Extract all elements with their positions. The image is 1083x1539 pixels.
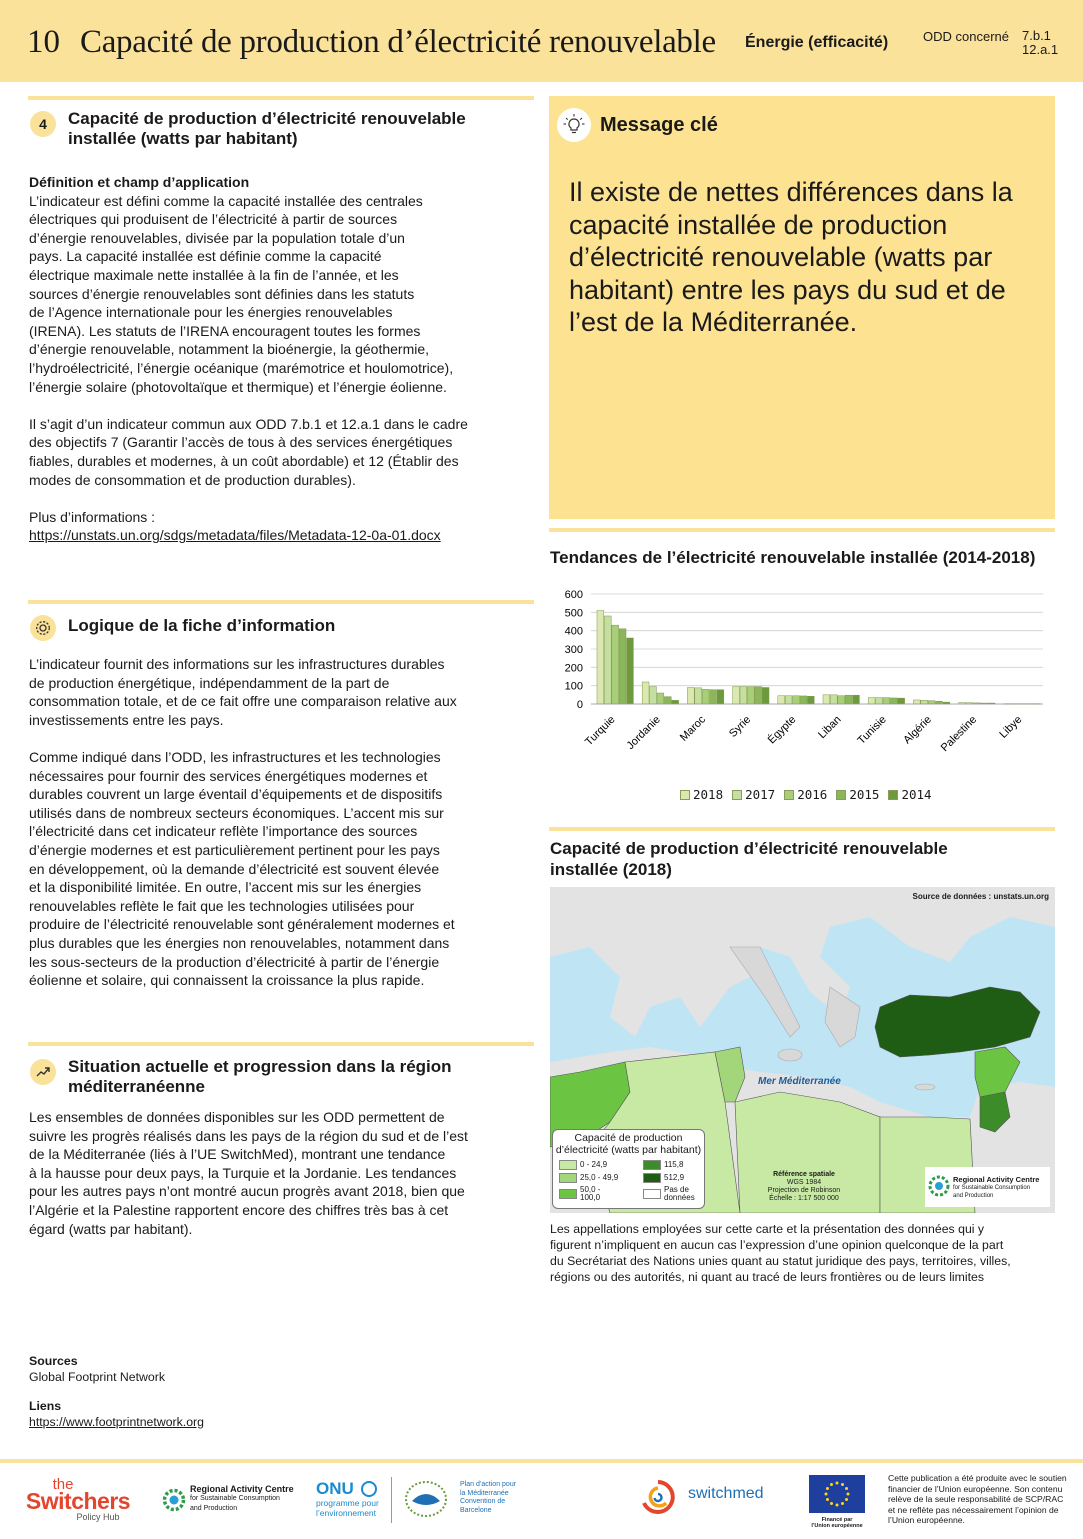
metadata-link[interactable]: https://unstats.un.org/sdgs/metadata/files/Metadata-12-0a-01.docx [29,527,441,544]
sources-heading: Sources [29,1354,78,1368]
map-legend-label: 0 - 24,9 [580,1160,608,1169]
map-legend-label: 115,8 [664,1160,684,1169]
logic-line: éolienne et solaire, qui connaissent la croissance la plus rapide. [29,972,425,989]
footprint-link[interactable]: https://www.footprintnetwork.org [29,1414,204,1429]
logic-line: investissements entre les pays. [29,711,224,728]
definition-line: pays. La capacité installée est définie comme la capacité [29,248,382,265]
map-legend-swatch [559,1160,577,1170]
map-legend-title-line: d’électricité (watts par habitant) [555,1144,702,1156]
bar-2017 [876,698,883,704]
bar-2018 [868,698,875,704]
lightbulb-icon [557,108,591,142]
sources-text: Global Footprint Network [29,1369,166,1384]
eu-funded-label [809,1517,865,1529]
legend-swatch [784,790,794,800]
odd-label: ODD concerné [923,29,1009,44]
logic-line: de production énergétique, indépendamment de la part de [29,674,390,691]
definition-line: électriques qui produisent de l’électricité à partir de sources [29,211,398,228]
eu-star [836,1482,839,1485]
common-indicator-line: modes de consommation et de production durables). [29,471,356,488]
definition-line: électrique maximale nette installée à la fin de l’année, et les [29,266,399,283]
eu-star [836,1504,839,1507]
map-rac-text [953,1176,1039,1200]
bar-2018 [778,696,785,704]
bar-2015 [936,701,943,704]
map-title-line: installée (2018) [550,860,672,879]
barcelona-line: Convention de [460,1498,506,1505]
switchers-logo-text: Policy Hub [76,1512,120,1522]
common-indicator-line: des objectifs 7 (Garantir l’accès de tous à des services énergétiques [29,434,453,451]
key-message-box [549,96,1055,519]
trend-up-icon [30,1059,56,1085]
links-heading: Liens [29,1399,62,1413]
legend-swatch [888,790,898,800]
barcelona-line: Barcelone [460,1506,492,1514]
situation-line: égard (watts par habitant). [29,1220,193,1237]
bar-2014 [717,690,724,704]
bar-2017 [785,696,792,704]
onu-logo-text: l’environnement [316,1508,377,1518]
eu-star [830,1483,833,1486]
switchers-logo-text: Switchers [25,1488,131,1514]
logic-line: consommation totale, et de ce fait offre une comparaison relative aux [29,693,457,710]
situation-line: l’Algérie et la Palestine rapportent encore des chiffres très bas à cet [29,1201,449,1218]
bar-2016 [883,698,890,704]
map-legend-item [559,1160,620,1170]
spatial-reference-title: Référence spatiale [773,1171,835,1178]
legend-item [836,787,879,802]
footer-divider [0,1459,1083,1463]
footer [0,1459,1083,1539]
logic-paragraph [29,748,534,990]
indicator-title-line: Capacité de production d’électricité renouvelable [68,109,466,128]
rac-gear-icon [162,1483,186,1517]
map-title [550,838,948,880]
logic-paragraph [29,655,534,729]
common-indicator-line: Il s’agit d’un indicateur commun aux ODD 7.b.1 et 12.a.1 dans le cadre [29,415,468,432]
key-message-title: Message clé [600,114,718,136]
bar-2018 [733,687,740,704]
common-indicator-text [29,415,534,489]
x-tick-label: Liban [816,713,844,742]
y-tick-label: 300 [564,644,583,656]
map-legend-swatch [643,1189,661,1199]
bar-2016 [747,687,754,704]
logic-title: Logique de la fiche d’information [68,616,336,635]
barcelona-line: Plan d’action pour [460,1481,517,1488]
bar-2015 [664,697,671,704]
definition-line: l’hydroélectricité, l’énergie océanique (marémotrice et houlomotrice), [29,359,454,376]
onu-emblem-icon [361,1481,377,1497]
definition-line: sources d’énergie renouvelables sont définies dans les statuts [29,285,415,302]
map-legend-item [643,1160,704,1170]
bar-2016 [702,689,709,704]
x-tick-label: Libye [997,713,1025,741]
legend-item [784,787,827,802]
switchers-logo [18,1477,138,1525]
bar-2017 [921,700,928,704]
eu-star [845,1487,848,1490]
definition-line: d’énergie renouvelables, divisée par la population totale d’un [29,229,405,246]
eu-star [841,1483,844,1486]
rac-logo-text: for Sustainable Consumption [190,1495,280,1502]
section-divider [28,1042,534,1046]
map-legend-item [559,1173,620,1183]
logic-line: et la disponibilité limitée. En outre, l’accent mis sur les énergies [29,879,422,896]
logic-line: L’indicateur fournit des informations sur les infrastructures durables [29,656,445,672]
bar-2016 [838,696,845,704]
rac-gear-icon [928,1171,950,1201]
x-tick-label: Syrie [727,713,754,740]
y-tick-label: 200 [564,662,583,675]
odd-code: 7.b.1 [1022,28,1051,43]
y-tick-label: 0 [576,699,583,711]
map-rac-name: Regional Activity Centre [953,1175,1040,1184]
map-legend-swatch [559,1189,577,1199]
map-legend-title [553,1132,704,1156]
logic-line: d’énergie modernes et est particulièrement pertinent pour les pays [29,841,440,858]
eu-star [841,1502,844,1505]
definition-line: d’énergie renouvelable, notamment la bioénergie, la géothermie, [29,341,430,358]
indicator-number-badge: 4 [30,111,56,137]
map-legend-item [643,1186,704,1202]
map-disclaimer [550,1221,1055,1285]
x-tick-label: Tunisie [855,713,889,747]
logic-line: utilisés dans de nombreux secteurs économiques. L’accent mis sur [29,804,444,821]
gear-icon [30,615,56,641]
bar-2017 [830,695,837,704]
situation-title-line: Situation actuelle et progression dans la région [68,1057,452,1076]
map-disclaimer-line: du Secrétariat des Nations unies quant au statut juridique des pays, territoires, villes, [550,1254,1011,1268]
rac-logo [190,1484,294,1514]
legend-swatch [836,790,846,800]
bar-2016 [928,701,935,704]
definition-line: de l’Agence internationale pour les énergies renouvelables [29,304,393,321]
logic-heading [30,613,335,641]
bar-2014 [762,688,769,705]
map-rac-sub: and Production [953,1193,994,1199]
bar-2014 [898,698,905,704]
bar-2014 [807,696,814,704]
map-legend-label: 50,0 - 100,0 [580,1185,601,1202]
map-legend-swatch [643,1160,661,1170]
bar-2015 [619,629,626,704]
map-title-line: Capacité de production d’électricité renouvelable [550,839,948,858]
bar-2017 [650,687,657,704]
legend-swatch [732,790,742,800]
x-tick-label: Jordanie [624,713,663,752]
mediterranean-map [550,887,1055,1213]
sheet-number: 10 [27,24,60,60]
logo-separator [391,1477,392,1523]
spatial-reference [758,1171,850,1203]
bar-2017 [740,687,747,704]
bar-2015 [755,687,762,704]
bar-2018 [823,695,830,704]
legend-label: 2018 [693,787,724,802]
definition-line: (IRENA). Les statuts de l’IRENA encouragent toutes les formes [29,322,421,339]
rac-logo-text: and Production [190,1505,238,1512]
bar-2018 [687,688,694,705]
eu-star [845,1498,848,1501]
odd-codes [1022,29,1058,57]
bar-2017 [604,616,611,704]
map-legend-item [643,1173,704,1183]
bar-2015 [845,695,852,704]
eu-star [826,1498,829,1501]
bar-2015 [710,690,717,704]
legend-label: 2017 [745,787,776,802]
legend-label: 2016 [797,787,828,802]
map-disclaimer-line: régions ou des autorités, ni quant au tracé de leurs frontières ou de leurs limites [550,1270,985,1284]
section-divider [549,528,1055,532]
definition-line: L’indicateur est défini comme la capacité installée des centrales [29,192,423,209]
bar-2016 [612,625,619,704]
spatial-reference-line: Échelle : 1:17 500 000 [769,1195,839,1202]
key-message-text: Il existe de nettes différences dans la capacité installée de production d’électricité renouvelable (watts par habitant) entre les pays du sud et de l’est de la Méditerranée. [569,177,1013,337]
definition-block [29,173,534,545]
situation-text [29,1108,534,1238]
map-legend-title-line: Capacité de production [574,1132,683,1144]
bar-2014 [853,695,860,704]
trend-chart [549,584,1055,809]
trend-chart-title: Tendances de l’électricité renouvelable installée (2014-2018) [550,548,1036,567]
definition-heading: Définition et champ d’application [29,174,250,190]
chart-legend [680,787,941,802]
logic-line: plus durables que les énergies non renouvelables, notamment dans [29,934,450,951]
situation-title [68,1057,452,1097]
definition-text [29,192,534,397]
logic-line: Comme indiqué dans l’ODD, les infrastructures et les technologies [29,748,441,765]
rac-logo-text: Regional Activity Centre [190,1484,294,1494]
definition-line: l’énergie solaire (photovoltaïque et thermique) et l’énergie éolienne. [29,378,447,395]
legend-item [888,787,931,802]
sea-label: Mer Méditerranée [758,1076,841,1087]
situation-heading [30,1057,452,1097]
eu-disclaimer: Cette publication a été produite avec le soutien financier de l’Union européenne. Son contenu relève de la seule responsabilité de SCP/RAC et ne reflète pas nécessairement l’opinion de l’Union européenne. [888,1473,1067,1525]
y-tick-label: 600 [564,589,583,601]
section-divider [28,96,534,100]
bar-2017 [695,688,702,704]
switchmed-swirl-icon [638,1479,678,1515]
map-rac-logo [925,1167,1050,1207]
switchmed-logo: switchmed [688,1485,764,1502]
x-tick-label: Palestine [938,713,980,755]
page-title: Capacité de production d’électricité renouvelable [80,24,716,60]
odd-code: 12.a.1 [1022,42,1059,57]
x-tick-label: Égypte [765,713,799,747]
bar-2016 [657,693,664,704]
map-legend-item [559,1186,620,1202]
sources-block [29,1354,204,1430]
spatial-reference-line: Projection de Robinson [767,1187,841,1194]
eu-funded-text: l’Union européenne [811,1523,863,1529]
situation-line: pour les autres pays n’ont montré aucun progrès avant 2018, bien que [29,1183,465,1200]
eu-star [825,1493,828,1496]
eu-star [826,1487,829,1490]
spatial-reference-line: WGS 1984 [786,1179,822,1186]
bar-2016 [793,696,800,704]
logic-line: renouvelables reflète le fait que les technologies utilisées pour [29,897,415,914]
x-tick-label: Maroc [677,713,709,744]
header-banner [0,0,1083,82]
map-legend-swatch [643,1173,661,1183]
situation-line: Les ensembles de données disponibles sur les ODD permettent de [29,1109,445,1125]
section-divider [549,827,1055,831]
legend-label: 2014 [901,787,932,802]
logic-line: l’électricité dans cet indicateur reflète l’importance des sources [29,823,418,840]
map-legend-label: 512,9 [664,1173,685,1182]
legend-item [732,787,775,802]
bar-2015 [800,696,807,704]
y-tick-label: 100 [564,680,583,693]
map-disclaimer-line: figurent n’impliquent en aucun cas l’expression d’une opinion quelconque de la part [550,1238,1004,1252]
eu-flag-icon [809,1475,865,1513]
section-divider [28,600,534,604]
logic-line: les sous-secteurs de la production d’électricité à partir de l’énergie [29,953,440,970]
x-tick-label: Turquie [583,713,618,749]
more-info-label: Plus d’informations : [29,508,156,525]
legend-item [680,787,723,802]
bar-2014 [672,700,679,704]
eu-star [830,1502,833,1505]
map-source: Source de données : unstats.un.org [912,892,1049,901]
logic-text [29,655,534,990]
map-legend-swatch [559,1173,577,1183]
eu-star [847,1493,850,1496]
map-legend [552,1129,705,1209]
x-tick-label: Algérie [901,713,935,747]
map-legend-label: Pas de données [664,1185,695,1202]
legend-swatch [680,790,690,800]
barcelona-line: la Méditerranée [460,1489,509,1497]
indicator-title [68,109,466,149]
y-tick-label: 500 [564,607,583,620]
logic-line: en développement, où la demande d’électricité est souvent élevée [29,860,440,877]
bar-2014 [627,638,634,704]
indicator-heading [30,109,466,149]
bar-2015 [890,698,897,704]
common-indicator-line: fiables, durables et modernes, à un coût abordable) et 12 (Établir des [29,452,459,469]
onu-logo-text: ONU [316,1479,354,1498]
situation-line: à la hausse pour deux pays, la Turquie et la Jordanie. Les tendances [29,1164,457,1181]
category-label: Énergie (efficacité) [745,34,889,51]
legend-label: 2015 [849,787,880,802]
bar-2018 [913,700,920,704]
onu-logo-text: programme pour [316,1498,379,1508]
logic-line: durables couvrent un large éventail d’équipements et de dispositifs [29,786,443,803]
bar-2018 [597,611,604,705]
barcelona-convention-logo [460,1481,516,1515]
situation-line: de la Méditerranée (liés à l’UE SwitchMed), montrant une tendance [29,1146,446,1163]
eu-funded-text: Financé par [821,1517,853,1523]
map-rac-sub: for Sustainable Consumption [953,1185,1031,1191]
y-tick-label: 400 [564,625,583,638]
situation-line: suivre les progrès réalisés dans les pays de la région du sud et de l’est [29,1127,468,1144]
bar-2018 [642,682,649,704]
map-disclaimer-line: Les appellations employées sur cette carte et la présentation des données qui y [550,1222,985,1236]
switchers-logo-text: the [52,1476,74,1493]
logic-line: nécessaires pour fournir des services énergétiques modernes et [29,767,428,784]
situation-title-line: méditerranéenne [68,1077,205,1096]
barcelona-emblem-icon [400,1479,452,1519]
map-legend-label: 25,0 - 49,9 [580,1173,619,1182]
indicator-title-line: installée (watts par habitant) [68,129,298,148]
logic-line: produire de l’électricité renouvelable sont généralement modernes et [29,916,455,933]
